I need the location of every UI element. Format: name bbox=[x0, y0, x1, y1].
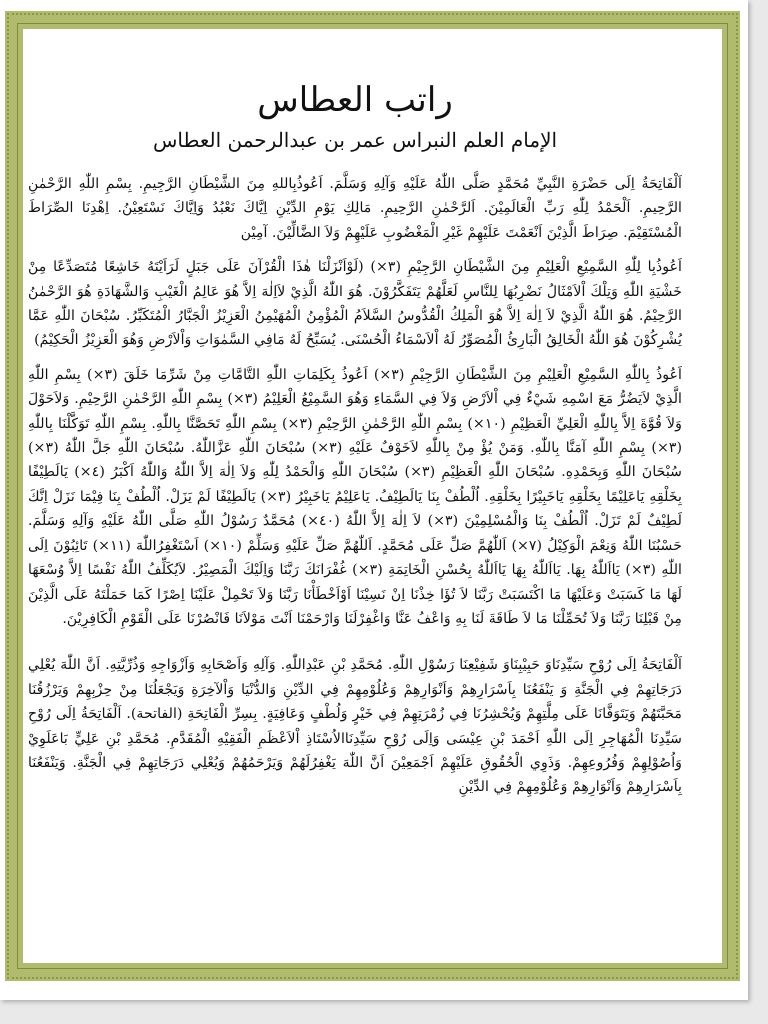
page-title: راتب العطاس bbox=[257, 80, 453, 120]
paragraph-fatiha: اَلْفَاتِحَةُ اِلَى حَضْرَةِ النَّبِيِّ مُحَمَّدٍ صَلَّى اللّٰهُ عَلَيْهِ وَآلِهِ وَسَلَّمَ. اَعُوذُبِاللهِ مِنَ الشَّيْطَانِ الرَّجِيمِ. بِسْمِ اللّٰهِ الرَّحْمٰنِ الرَّحِيمِ. اَلْحَمْدُ لِلّٰهِ رَبِّ الْعَالَمِيْنَ. اَلرَّحْمٰنِ الرَّحِيمِ. مَالِكِ يَوْمِ الدِّيْنِ اِيَّاكَ نَعْبُدُ وَاِيَّاكَ نَسْتَعِيْنُ. اِهْدِنَا الصِّرَاطَ الْمُسْتَقِيْمَ. صِرَاطَ الَّذِيْنَ اَنْعَمْتَ عَلَيْهِمْ غَيْرِ الْمَغْضُوبِ عَلَيْهِمْ وَلاَ الضَّالِّيْنَ. آمِيْن bbox=[28, 176, 682, 241]
paragraph-hashr-verses: اَعُوذُبِا لِلّٰهِ السَّمِيْعِ الْعَلِيْمِ مِنَ الشَّيْطَانِ الرَّجِيْمِ (٣×) (لَوْاَنْزَلْنَا هٰذَا الْقُرْآنَ عَلَى جَبَلٍ لَرَاَيْتَهُ خَاشِعًا مُتَصَدِّعًا مِنْ خَشْيَةِ اللّٰهِ وَتِلْكَ اْلاَمْثَالُ نَضْرِبُهَا لِلنَّاسِ لَعَلَّهُمْ يَتَفَكَّرُوْنَ. هُوَ اللّٰهُ الَّذِيْ لاَاِلٰهَ اِلاَّ هُوَ عَالِمُ الْغَيْبِ وَالشَّهَادَةِ هُوَ الرَّحْمٰنُ الرَّحِيْمُ. هُوَ اللّٰهُ الَّذِيْ لاَ اِلٰهَ اِلاَّ هُوَ الْمَلِكُ الْقُدُّوسُ السَّلاَمُ الْمُؤْمِنُ الْمُهَيْمِنُ الْعَزِيْزُ الْجَبَّارُ الْمُتَكَبِّرُ. سُبْحَانَ اللّٰهِ عَمَّا يُشْرِكُوْنَ هُوَ اللّٰهُ الْخَالِقُ الْبَارِئُ الْمُصَوِّرُ لَهُ اْلاَسْمَاءُ الْحُسْنَى. يُسَبِّحُ لَهُ مَافِي السَّمٰوَاتِ وَاْلاَرْضِ وَهُوَ الْعَزِيْزُ الْحَكِيْمُ) bbox=[28, 259, 682, 349]
paragraph-adhkar: اَعُوذُ بِاللّٰهِ السَّمِيْعِ الْعَلِيْمِ مِنَ الشَّيْطَانِ الرَّجِيْمِ (٣×) اَعُوذُ بِكَلِمَاتِ اللّٰهِ التَّامَّاتِ مِنْ شَرِّمَا خَلَقَ (٣×) بِسْمِ اللّٰهِ الَّذِيْ لاَيَضُرُّ مَعَ اسْمِهِ شَيْءٌ فِي اْلاَرْضِ وَلاَ فِي السَّمَاءِ وَهُوَ السَّمِيْعُ الْعَلِيْمُ (٣×) بِسْمِ اللّٰهِ الرَّحْمٰنِ الرَّحِيْمِ. وَلاَحَوْلَ وَلاَ قُوَّةَ اِلاَّ بِاللّٰهِ الْعَلِيِّ الْعَظِيْمِ (١٠×) بِسْمِ اللّٰهِ الرَّحْمٰنِ الرَّحِيْمِ (٣×) بِسْمِ اللّٰهِ تَحَصَّنَّا بِاللّٰهِ. بِسْمِ اللّٰهِ تَوَكَّلْنَا بِاللّٰهِ (٣×) بِسْمِ اللّٰهِ آمَنَّا بِاللّٰهِ. وَمَنْ يُؤْ مِنْ بِاللّٰهِ لاَخَوْفٌ عَلَيْهِ (٣×) سُبْحَانَ اللّٰهِ عَزَّاللّٰهُ. سُبْحَانَ اللّٰهِ جَلَّ اللّٰهُ (٣×) سُبْحَانَ اللّٰهِ وَبِحَمْدِهِ. سُبْحَانَ اللّٰهِ الْعَظِيْمِ (٣×) سُبْحَانَ اللّٰهِ وَالْحَمْدُ لِلّٰهِ وَلاَ اِلٰهَ اِلاَّ اللّٰهُ وَاللّٰهُ اَكْبَرُ (٤×) يَالَطِيْفًا بِخَلْقِهِ يَاعَلِيْمًا بِخَلْقِهِ يَاخَبِيْرًا بِخَلْقِهِ. اُلْطُفْ بِنَا يَالَطِيْفُ. يَاعَلِيْمُ يَاخَبِيْرُ (٣×) يَالَطِيْفًا لَمْ يَزَلْ. اُلْطُفْ بِنَا فِيْمَا نَزَلْ اِنَّكَ لَطِيْفٌ لَمْ تَزَلْ. اُلْطُفْ بِنَا وَالْمُسْلِمِيْنَ (٣×) لاَ اِلٰهَ اِلاَّ اللّٰهُ (٤٠×) مُحَمَّدٌ رَسُوْلُ اللّٰهِ صَلَّى اللّٰهُ عَلَيْهِ وَآلِهِ وَسَلَّمَ. حَسْبُنَا اللّٰهُ وَنِعْمَ الْوَكِيْلُ (٧×) اَللّٰهُمَّ صَلِّ عَلَى مُحَمَّدٍ. اَللّٰهُمَّ صَلِّ عَلَيْهِ وَسَلِّمْ (١٠×) اَسْتَغْفِرُاللّٰهَ (١١×) تَائِبُوْنَ اِلَى اللّٰهِ (٣×) يَااَللّٰهُ بِهَا. يَااَللّٰهُ بِهَا يَااَللّٰهُ بِحُسْنِ الْخَاتِمَةِ (٣×) غُفْرَانَكَ رَبَّنَا وَاِلَيْكَ الْمَصِيْرُ. لاَيُكَلِّفُ اللّٰهُ نَفْسًا اِلاَّ وُسْعَهَا لَهَا مَا كَسَبَتْ وَعَلَيْهَا مَا اكْتَسَبَتْ رَبَّنَا لاَ تُؤَا خِذْنَا اِنْ نَسِيْنَا اَوْاَخْطَأْنَا رَبَّنَا وَلاَ تَحْمِلْ عَلَيْنَا اِصْرًا كَمَا حَمَلْتَهُ عَلَى الَّذِيْنَ مِنْ قَبْلِنَا رَبَّنَا وَلاَ تُحَمِّلْنَا مَا لاَ طَاقَةَ لَنَا بِهِ وَاعْفُ عَنَّا وَاغْفِرْلَنَا وَارْحَمْنَا اَنْتَ مَوْلاَنَا فَانْصُرْنَا عَلَى الْقَوْمِ الْكَافِرِيْنَ. bbox=[28, 366, 683, 627]
page-subtitle: الإمام العلم النبراس عمر بن عبدالرحمن العطاس bbox=[152, 128, 558, 152]
document-content bbox=[28, 78, 682, 810]
paragraph-closing-fatiha: اَلْفَاتِحَةُ اِلَى رُوْحِ سَيِّدِنَاوَ حَبِيْبِنَاوَ شَفِيْعِنَا رَسُوْلِ اللّٰهِ. مُحَمَّدِ بْنِ عَبْدِاللّٰهِ. وَآلِهِ وَاَصْحَابِهِ وَاَزْوَاجِهِ وَذُرِّيَّتِهِ. اَنَّ اللّٰهَ يُعْلِي دَرَجَاتِهِمْ فِي الْجَنَّةِ وَ يَنْفَعُنَا بِاَسْرَارِهِمْ وَاَنْوَارِهِمْ وَعُلُوْمِهِمْ فِي الدِّيْنِ وَالدُّنْيَا وَاْلآخِرَةِ وَيَجْعَلُنَا مِنْ حِزْبِهِمْ وَيَرْزُقُنَا مَحَبَّتَهُمْ وَيَتَوَفَّانَا عَلَى مِلَّتِهِمْ وَيُحْشِرُنَا فِي زُمْرَتِهِمْ فِي خَيْرٍ وَلُطْفٍ وَعَافِيَةٍ. بِسِرِّ الْفَاتِحَةِ (الفاتحة). اَلْفَاتِحَةُ اِلَى رُوْحِ سَيِّدِنَا الْمُهَاجِرِ اِلَى اللّٰهِ اَحْمَدَ بْنِ عِيْسَى وَاِلَى رُوْحِ سَيِّدِنَاالاُسْتَاذِ اْلاَعْظَمِ الْفَقِيْهِ الْمُقَدَّمِ. مُحَمَّدِ بْنِ عَلِيٍّ بَاعَلَوِيْ وَاُصُوْلِهِمْ وَفُرُوعِهِمْ. وَذَوِي الْحُقُوقِ عَلَيْهِمْ اَجْمَعِيْنَ اَنَّ اللّٰهَ يَغْفِرُلَهُمْ وَيَرْحَمُهُمْ وَيُعْلِي دَرَجَاتِهِمْ فِي الْجَنَّةِ. وَيَنْفَعُنَا بِاَسْرَارِهِمْ وَاَنْوَارِهِمْ وَعُلُوْمِهِمْ فِي الدِّيْنِ bbox=[28, 657, 682, 796]
